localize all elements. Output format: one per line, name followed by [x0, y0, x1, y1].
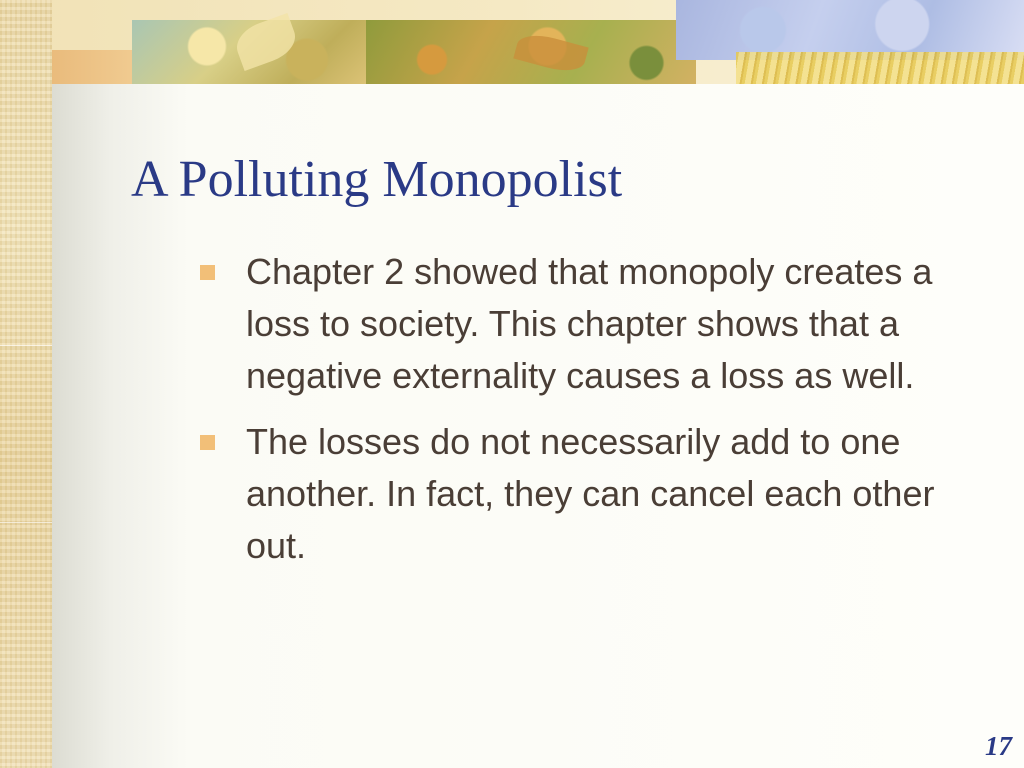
bullet-item — [198, 416, 958, 572]
page-number: 17 — [985, 731, 1012, 761]
left-parchment-strip — [0, 0, 52, 768]
slide-title: A Polluting Monopolist — [131, 151, 623, 208]
bullet-text: Chapter 2 showed that monopoly creates a loss to society. This chapter shows that a negative externality causes a loss as well. — [246, 251, 933, 396]
decorative-collage-banner — [36, 0, 1024, 86]
bullet-item — [198, 246, 958, 402]
bullet-square-icon — [200, 265, 215, 280]
bullet-square-icon — [200, 435, 215, 450]
banner-tile — [736, 52, 1024, 86]
strip-seam — [0, 522, 52, 523]
bullet-text: The losses do not necessarily add to one another. In fact, they can cancel each other out. — [246, 421, 935, 566]
strip-seam — [0, 345, 52, 346]
banner-tile — [676, 0, 1024, 60]
bullet-list — [198, 246, 958, 586]
